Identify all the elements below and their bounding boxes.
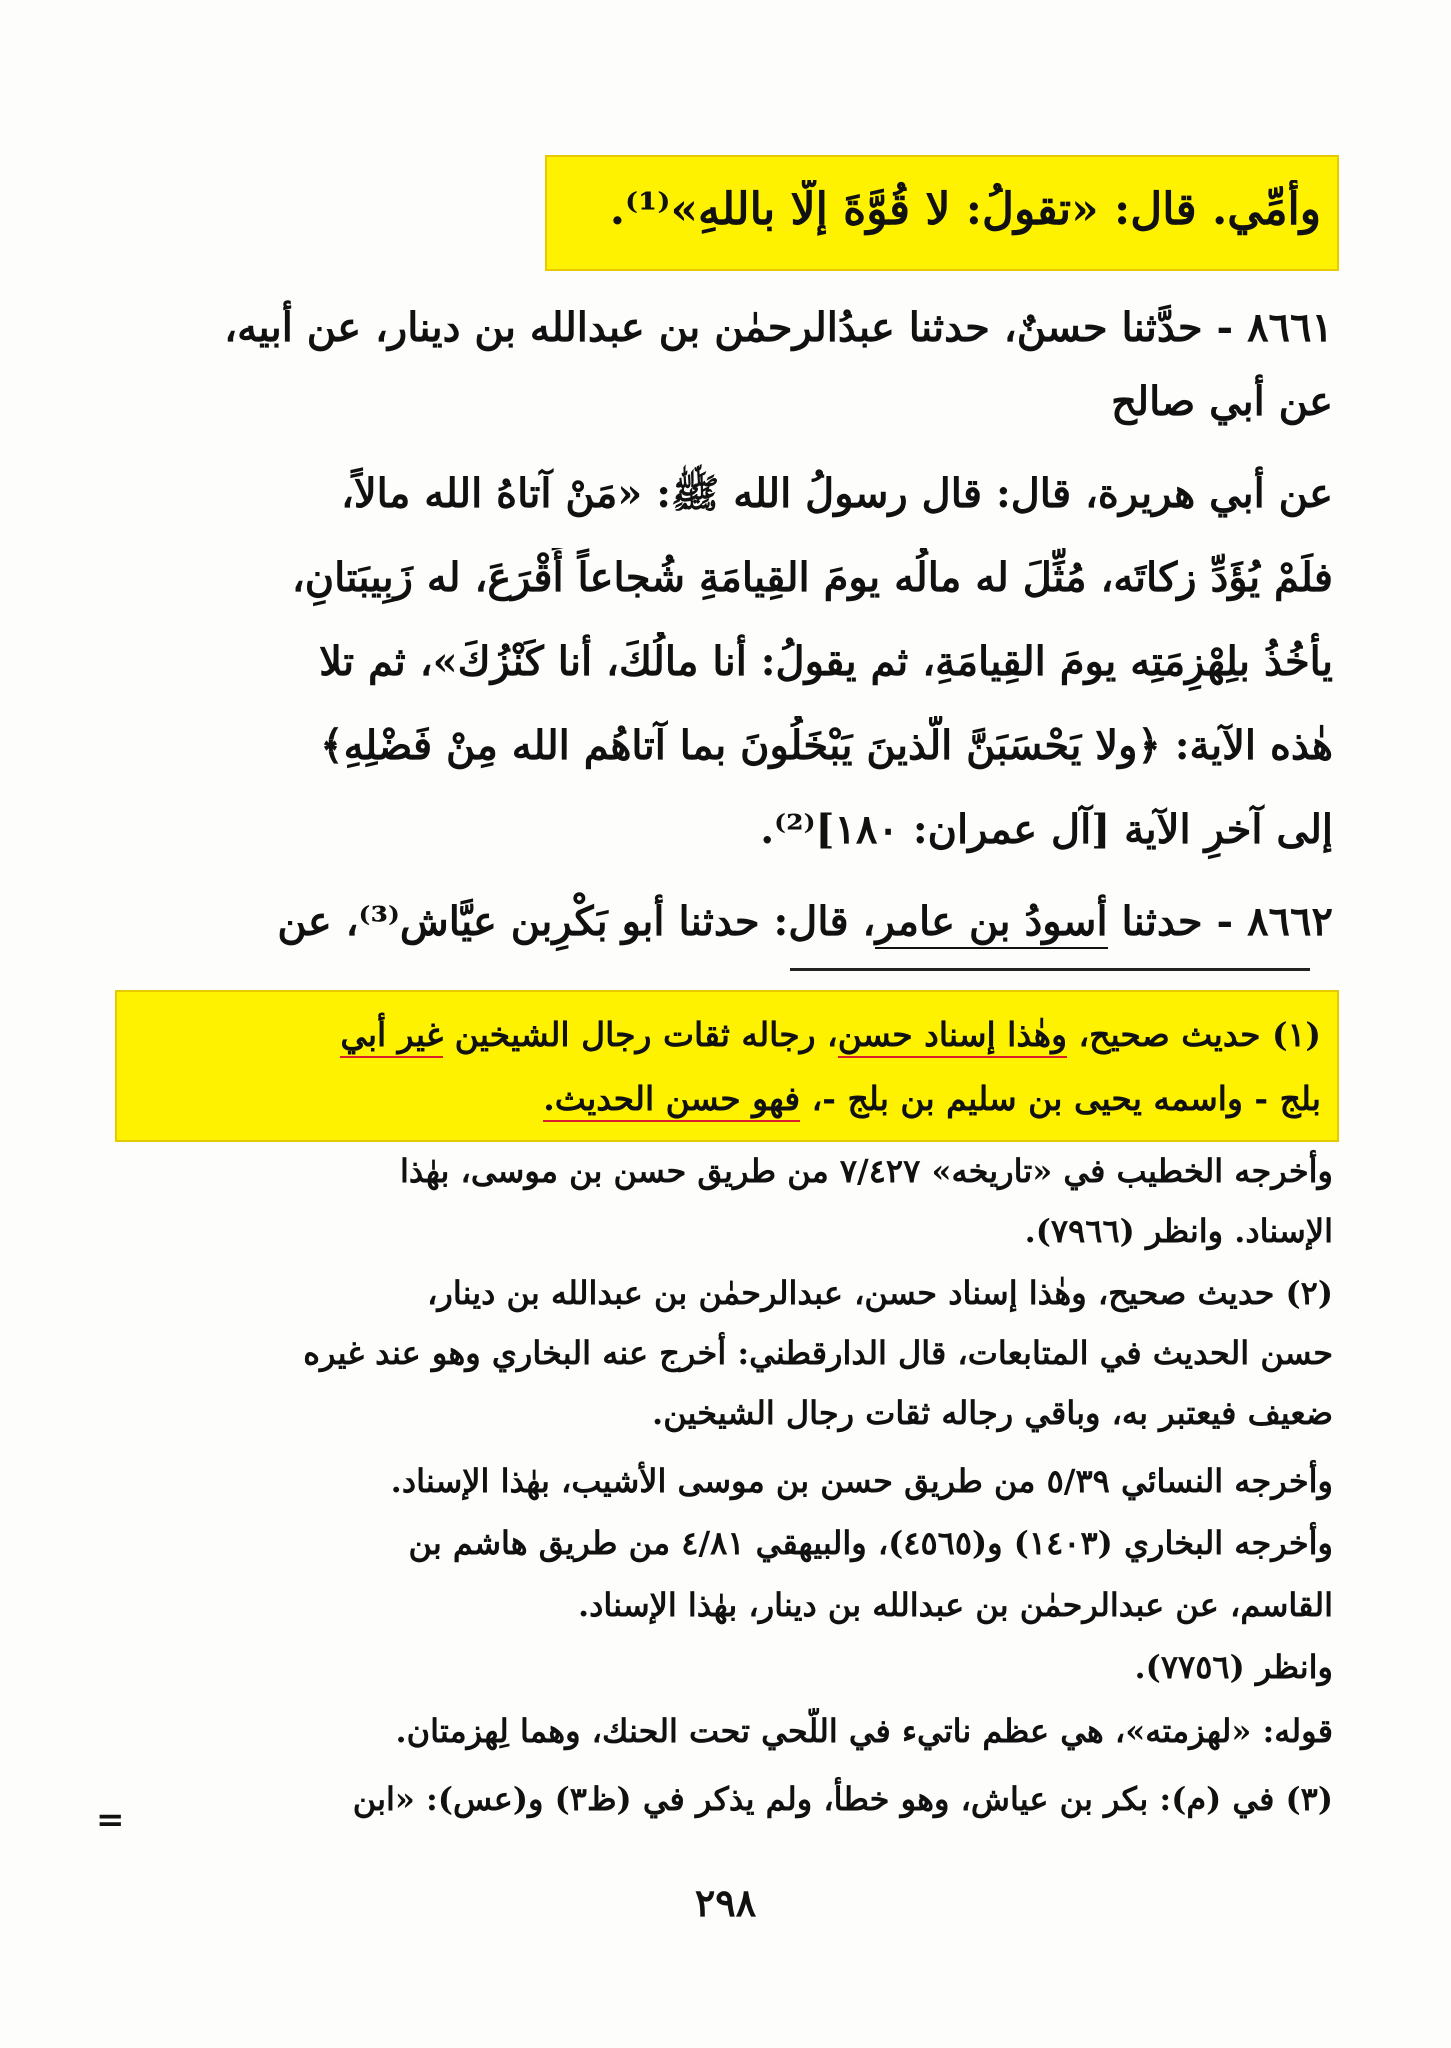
page-number: ٢٩٨ bbox=[694, 1880, 757, 1925]
footnote-1-isnad-hasan: وهٰذا إسناد حسن bbox=[838, 1015, 1067, 1058]
hadith-8661-line-7: إلى آخرِ الآية [آل عمران: ١٨٠]⁽²⁾. bbox=[760, 806, 1333, 853]
hadith-8661-line-5: يأْخُذُ بلِهْزِمَتِه يومَ القِيامَةِ، ثم يقولُ: أنا مالُكَ، أنا كَنْزُكَ»، ثم تلا bbox=[319, 638, 1333, 685]
footnote-3-line-1: (٣) في (م): بكر بن عياش، وهو خطأ، ولم يذكر في (ظ٣) و(عس): «ابن bbox=[352, 1780, 1333, 1818]
hadith-8662-narrator-underlined: أسودُ بن عامر bbox=[875, 898, 1107, 949]
footnote-2-line-8: قوله: «لهزمته»، هي عظم ناتيء في اللَّحي تحت الحنك، وهما لِهزمتان. bbox=[395, 1712, 1333, 1750]
hadith-8661-line-6: هٰذه الآية: ﴿ولا يَحْسَبَنَّ الَّذينَ يَبْخَلُونَ بما آتاهُم الله مِنْ فَضْلِهِ﴾ bbox=[320, 722, 1333, 769]
footnote-1-rest-line-1: وأخرجه الخطيب في «تاريخه» ٧/٤٢٧ من طريق حسن بن موسى، بهٰذا bbox=[400, 1152, 1333, 1190]
footnote-1-hasan-al-hadith: فهو حسن الحديث. bbox=[543, 1079, 800, 1122]
footnote-1-number: (١) حديث صحيح، bbox=[1067, 1015, 1321, 1054]
hadith-8661-line-4: فلَمْ يُؤَدِّ زكاتَه، مُثِّلَ له مالُه يومَ القِيامَةِ شُجاعاً أَقْرَعَ، له زَبِيبَتانِ، bbox=[291, 554, 1333, 601]
hadith-8661-line-1: ٨٦٦١ - حدَّثنا حسنٌ، حدثنا عبدُالرحمٰن بن عبدالله بن دينار، عن أبيه، bbox=[224, 304, 1333, 351]
continuation-mark: = bbox=[96, 1800, 125, 1840]
footnote-1-rijal: ، رجاله ثقات رجال الشيخين bbox=[443, 1015, 838, 1054]
footnote-2-line-5: وأخرجه البخاري (١٤٠٣) و(٤٥٦٥)، والبيهقي ٤/٨١ من طريق هاشم بن bbox=[408, 1524, 1333, 1562]
footnote-1-rest-line-2: الإسناد. وانظر (٧٩٦٦). bbox=[1024, 1212, 1333, 1250]
footnote-1-ghayr-abi: غير أبي bbox=[340, 1015, 443, 1058]
top-highlight-text: وأُمِّي. قال: «تقولُ: لا قُوَّةَ إلَّا باللهِ»⁽¹⁾. bbox=[609, 184, 1321, 235]
hadith-8662-line-1 bbox=[133, 892, 1333, 952]
footnote-2-line-3: ضعيف فيعتبر به، وباقي رجاله ثقات رجال الشيخين. bbox=[652, 1394, 1333, 1432]
footnote-separator bbox=[790, 968, 1310, 971]
footnote-2-line-6: القاسم، عن عبدالرحمٰن بن عبدالله بن دينار، بهٰذا الإسناد. bbox=[578, 1586, 1333, 1624]
footnote-2-line-2: حسن الحديث في المتابعات، قال الدارقطني: أخرج عنه البخاري وهو عند غيره bbox=[303, 1334, 1333, 1372]
hadith-8662-end: ، قال: حدثنا أبو بَكْرِبن عيَّاش⁽³⁾، عن bbox=[277, 898, 876, 945]
hadith-8661-line-3: عن أبي هريرة، قال: قال رسولُ الله ﷺ: «مَنْ آتاهُ الله مالاً، bbox=[340, 470, 1333, 517]
footnote-2-line-4: وأخرجه النسائي ٥/٣٩ من طريق حسن بن موسى الأشيب، بهٰذا الإسناد. bbox=[390, 1462, 1333, 1500]
footnote-1-line-2 bbox=[131, 1076, 1321, 1122]
hadith-8661-line-2: عن أبي صالح bbox=[1111, 378, 1333, 425]
footnote-1-abi-balj: بلج - واسمه يحيى بن سليم بن بلج -، bbox=[800, 1079, 1321, 1118]
footnote-2-line-7: وانظر (٧٧٥٦). bbox=[1134, 1648, 1333, 1686]
hadith-8662-start: ٨٦٦٢ - حدثنا bbox=[1107, 898, 1333, 945]
footnote-2-line-1: (٢) حديث صحيح، وهٰذا إسناد حسن، عبدالرحمٰن بن عبدالله بن دينار، bbox=[427, 1274, 1333, 1312]
footnote-1-line-1 bbox=[131, 1012, 1321, 1058]
